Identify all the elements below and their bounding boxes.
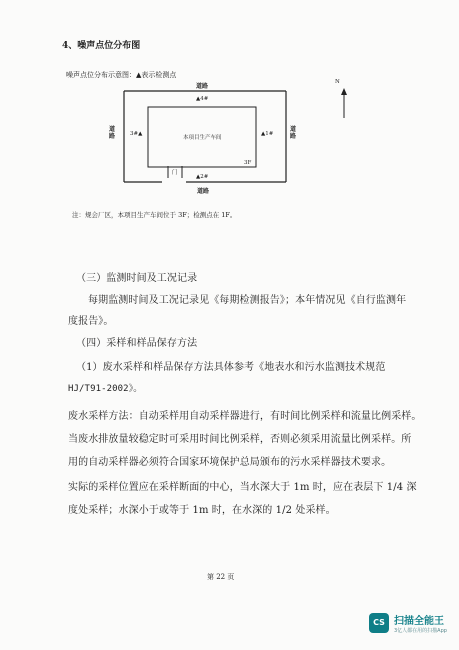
section-heading-monitoring-time: （三）监测时间及工况记录: [76, 273, 198, 284]
label-3f: 3F: [244, 160, 252, 166]
wastewater-line3: 用的自动采样器必须符合国家环境保护总局颁布的污水采样器技术要求。: [68, 457, 392, 468]
north-label: N: [335, 79, 340, 85]
building-label: 本项目生产车间: [183, 135, 222, 141]
road-left-label: 道路: [109, 126, 116, 140]
item1-line2: HJ/T91-2002》。: [68, 384, 143, 394]
wastewater-line2: 当废水排放量较稳定时可采用时间比例采样，否则必须采用流量比例采样。所: [68, 434, 412, 445]
road-top-label: 道路: [196, 83, 209, 90]
actual-line2: 度处采样；水深小于或等于 1m 时，在水深的 1/2 处采样。: [68, 505, 336, 516]
diagram-caption: 噪声点位分布示意图：▲表示检测点: [66, 71, 177, 79]
road-bottom-label: 道路: [197, 188, 210, 195]
point-3-label: 3#▲: [130, 131, 143, 137]
actual-line1: 实际的采样位置应在采样断面的中心，当水深大于 1m 时，应在表层下 1/4 深: [68, 482, 417, 493]
section-heading-noise-map: 4、噪声点位分布图: [62, 41, 141, 51]
scanner-app-name: 扫描全能王: [394, 616, 444, 627]
monitoring-para-line2: 度报告》。: [68, 316, 114, 327]
road-right-label: 道路: [290, 126, 297, 140]
point-2-label: ▲2#: [196, 174, 209, 180]
point-1-label: ▲1#: [261, 131, 274, 137]
point-4-label: ▲4#: [196, 96, 209, 102]
monitoring-para-line1: 每期监测时间及工况记录见《每期检测报告》；本年情况见《自行监测年: [88, 295, 407, 306]
page-number: 第 22 页: [207, 573, 235, 581]
item1-line1: （1）废水采样和样品保存方法具体参考《地表水和污水监测技术规范: [76, 362, 386, 373]
section-heading-sampling: （四）采样和样品保存方法: [76, 338, 198, 349]
scanner-app-tagline: 3亿人都在用的扫描App: [394, 628, 447, 634]
diagram-note: 注：规会厂区，本项目生产车间位于 3F；检测点在 1F。: [72, 211, 237, 219]
gate-label: 门: [172, 170, 178, 176]
wastewater-line1: 废水采样方法：自动采样用自动采样器进行，有时间比例采样和流量比例采样。: [68, 411, 422, 422]
scanner-logo-badge: CS: [369, 613, 389, 633]
